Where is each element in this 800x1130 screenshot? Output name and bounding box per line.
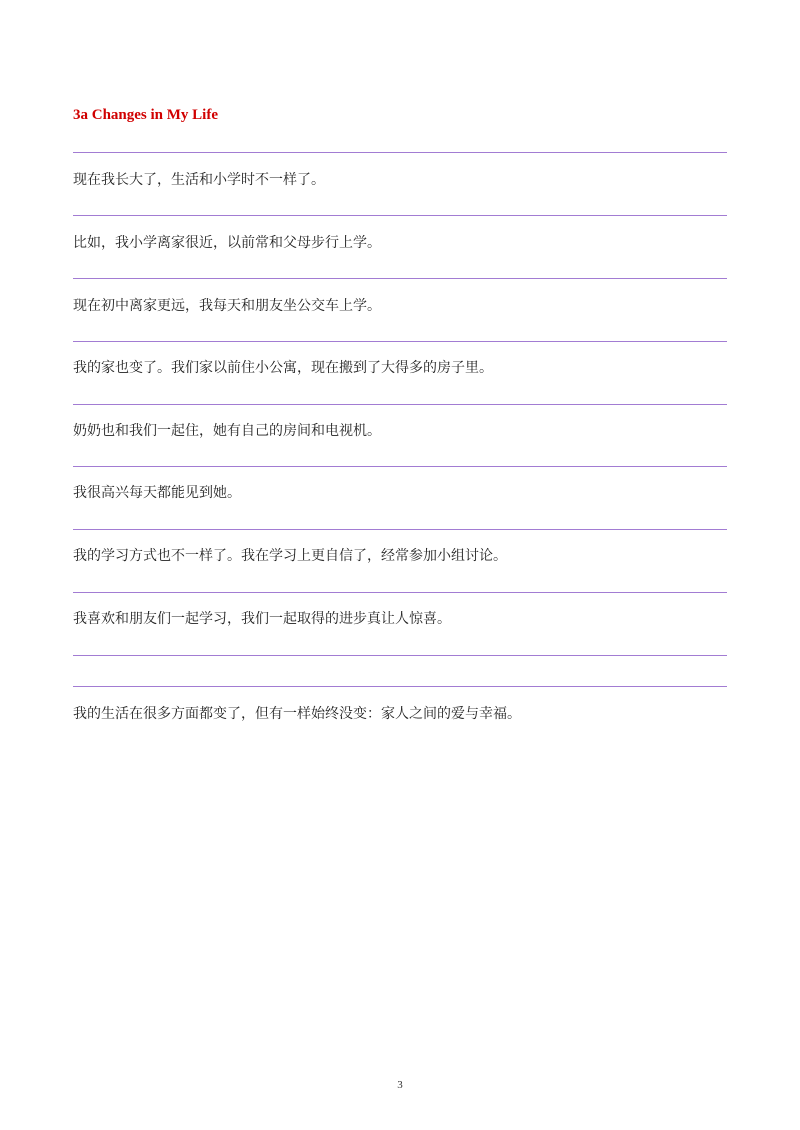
writing-rule (73, 466, 727, 467)
writing-rule (73, 529, 727, 530)
sentence-line: 我很高兴每天都能见到她。 (73, 485, 241, 501)
page-number: 3 (397, 1079, 403, 1091)
writing-rule (73, 278, 727, 279)
sentence-line: 我的家也变了。我们家以前住小公寓，现在搬到了大得多的房子里。 (73, 360, 493, 376)
writing-rule (73, 152, 727, 153)
sentence-line: 我的生活在很多方面都变了，但有一样始终没变：家人之间的爱与幸福。 (73, 706, 521, 722)
sentence-line: 现在我长大了，生活和小学时不一样了。 (73, 172, 325, 188)
sentence-line: 我的学习方式也不一样了。我在学习上更自信了，经常参加小组讨论。 (73, 548, 507, 564)
writing-rule (73, 215, 727, 216)
sentence-line: 奶奶也和我们一起住，她有自己的房间和电视机。 (73, 423, 381, 439)
sentence-line: 我喜欢和朋友们一起学习，我们一起取得的进步真让人惊喜。 (73, 611, 451, 627)
writing-rule (73, 592, 727, 593)
document-title: 3a Changes in My Life (73, 107, 219, 123)
writing-rule (73, 404, 727, 405)
writing-rule (73, 341, 727, 342)
sentence-line: 现在初中离家更远，我每天和朋友坐公交车上学。 (73, 298, 381, 314)
writing-rule (73, 686, 727, 687)
writing-rule (73, 655, 727, 656)
sentence-line: 比如，我小学离家很近，以前常和父母步行上学。 (73, 235, 381, 251)
